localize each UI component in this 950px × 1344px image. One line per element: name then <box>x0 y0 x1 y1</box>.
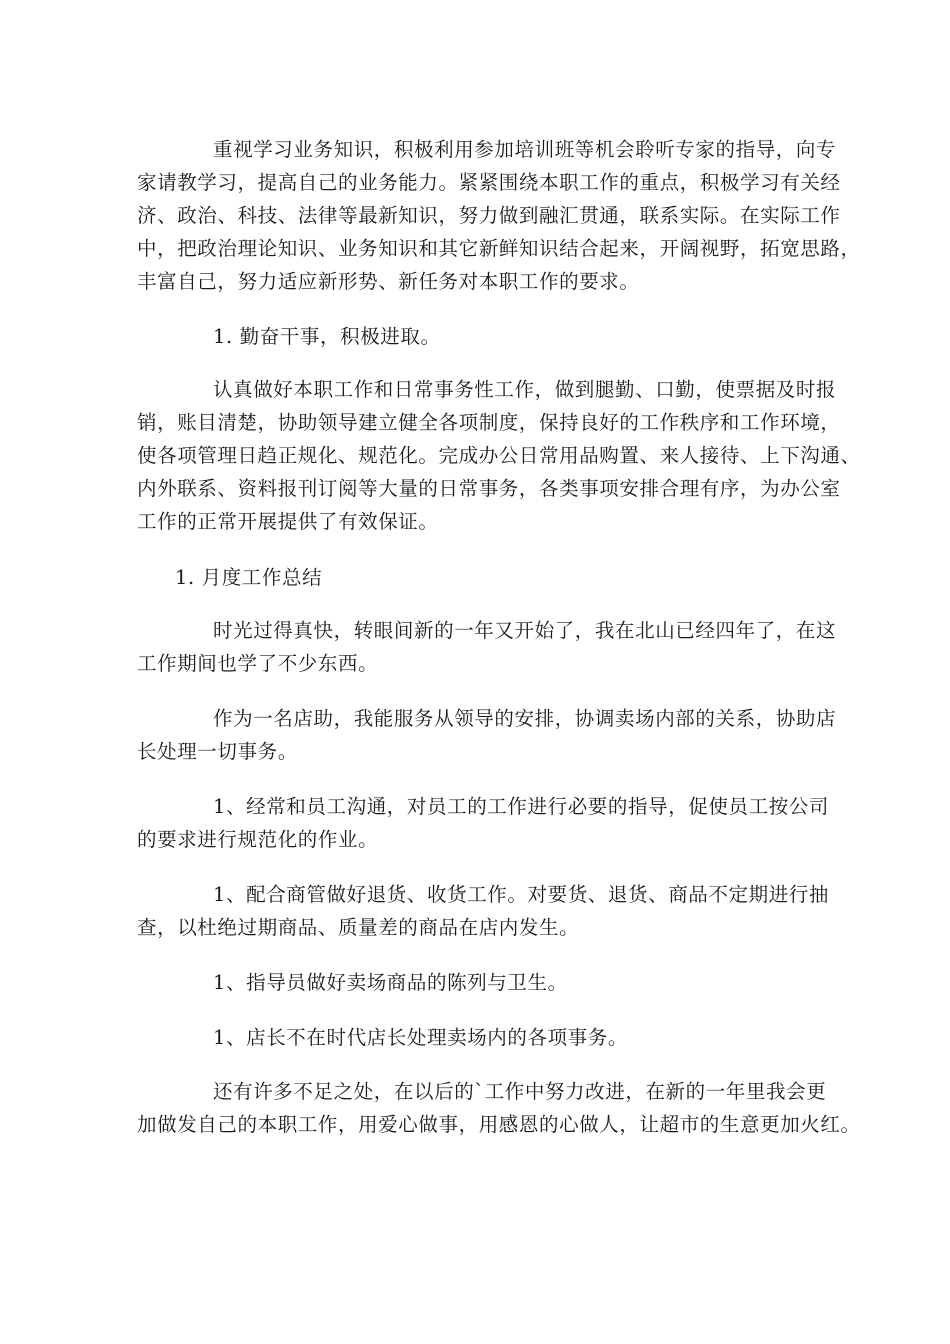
paragraph-deputy <box>137 1021 827 1054</box>
paragraph-line: 认真做好本职工作和日常事务性工作，做到腿勤、口勤，使票据及时报 <box>213 378 837 401</box>
paragraph-line: 查，以杜绝过期商品、质量差的商品在店内发生。 <box>137 916 580 939</box>
paragraph-line: 还有许多不足之处，在以后的`工作中努力改进，在新的一年里我会更 <box>213 1080 827 1103</box>
paragraph-line: 工作的正常开展提供了有效保证。 <box>137 510 439 533</box>
paragraph-line: 济、政治、科技、法律等最新知识，努力做到融汇贯通，联系实际。在实际工作 <box>137 204 841 227</box>
paragraph-line: 1、店长不在时代店长处理卖场内的各项事务。 <box>213 1026 629 1049</box>
paragraph-returns <box>137 878 830 944</box>
paragraph-line: 丰富自己，努力适应新形势、新任务对本职工作的要求。 <box>137 270 640 293</box>
heading-monthly-summary <box>137 561 827 594</box>
paragraph-communication <box>137 790 830 856</box>
heading-diligent <box>137 320 827 353</box>
heading-line: 1. 勤奋干事，积极进取。 <box>213 325 441 348</box>
paragraph-line: 中，把政治理论知识、业务知识和其它新鲜知识结合起来，开阔视野，拓宽思路， <box>137 237 861 260</box>
paragraph-line: 作为一名店助，我能服务从领导的安排，协调卖场内部的关系，协助店 <box>213 707 837 730</box>
paragraph-routine <box>137 373 861 538</box>
paragraph-assistant <box>137 702 837 768</box>
paragraph-line: 加做发自己的本职工作，用爱心做事，用感恩的心做人，让超市的生意更加火红。 <box>137 1113 861 1136</box>
paragraph-display <box>137 966 827 999</box>
paragraph-line: 销，账目清楚，协助领导建立健全各项制度，保持良好的工作秩序和工作环境， <box>137 411 841 434</box>
paragraph-line: 使各项管理日趋正规化、规范化。完成办公日常用品购置、来人接待、上下沟通、 <box>137 444 861 467</box>
paragraph-study <box>137 133 861 298</box>
paragraph-line: 1、指导员做好卖场商品的陈列与卫生。 <box>213 971 568 994</box>
paragraph-line: 长处理一切事务。 <box>137 740 298 763</box>
heading-line: 1. 月度工作总结 <box>175 566 323 589</box>
paragraph-line: 工作期间也学了不少东西。 <box>137 652 379 675</box>
paragraph-line: 内外联系、资料报刊订阅等大量的日常事务，各类事项安排合理有序，为办公室 <box>137 477 841 500</box>
paragraph-line: 时光过得真快，转眼间新的一年又开始了，我在北山已经四年了，在这 <box>213 619 837 642</box>
paragraph-time <box>137 614 837 680</box>
paragraph-line: 的要求进行规范化的作业。 <box>137 828 379 851</box>
paragraph-line: 家请教学习，提高自己的业务能力。紧紧围绕本职工作的重点，积极学习有关经 <box>137 171 841 194</box>
paragraph-line: 1、经常和员工沟通，对员工的工作进行必要的指导，促使员工按公司 <box>213 795 830 818</box>
paragraph-line: 1、配合商管做好退货、收货工作。对要货、退货、商品不定期进行抽 <box>213 883 830 906</box>
paragraph-closing <box>137 1075 861 1141</box>
paragraph-line: 重视学习业务知识，积极利用参加培训班等机会聆听专家的指导，向专 <box>213 138 837 161</box>
